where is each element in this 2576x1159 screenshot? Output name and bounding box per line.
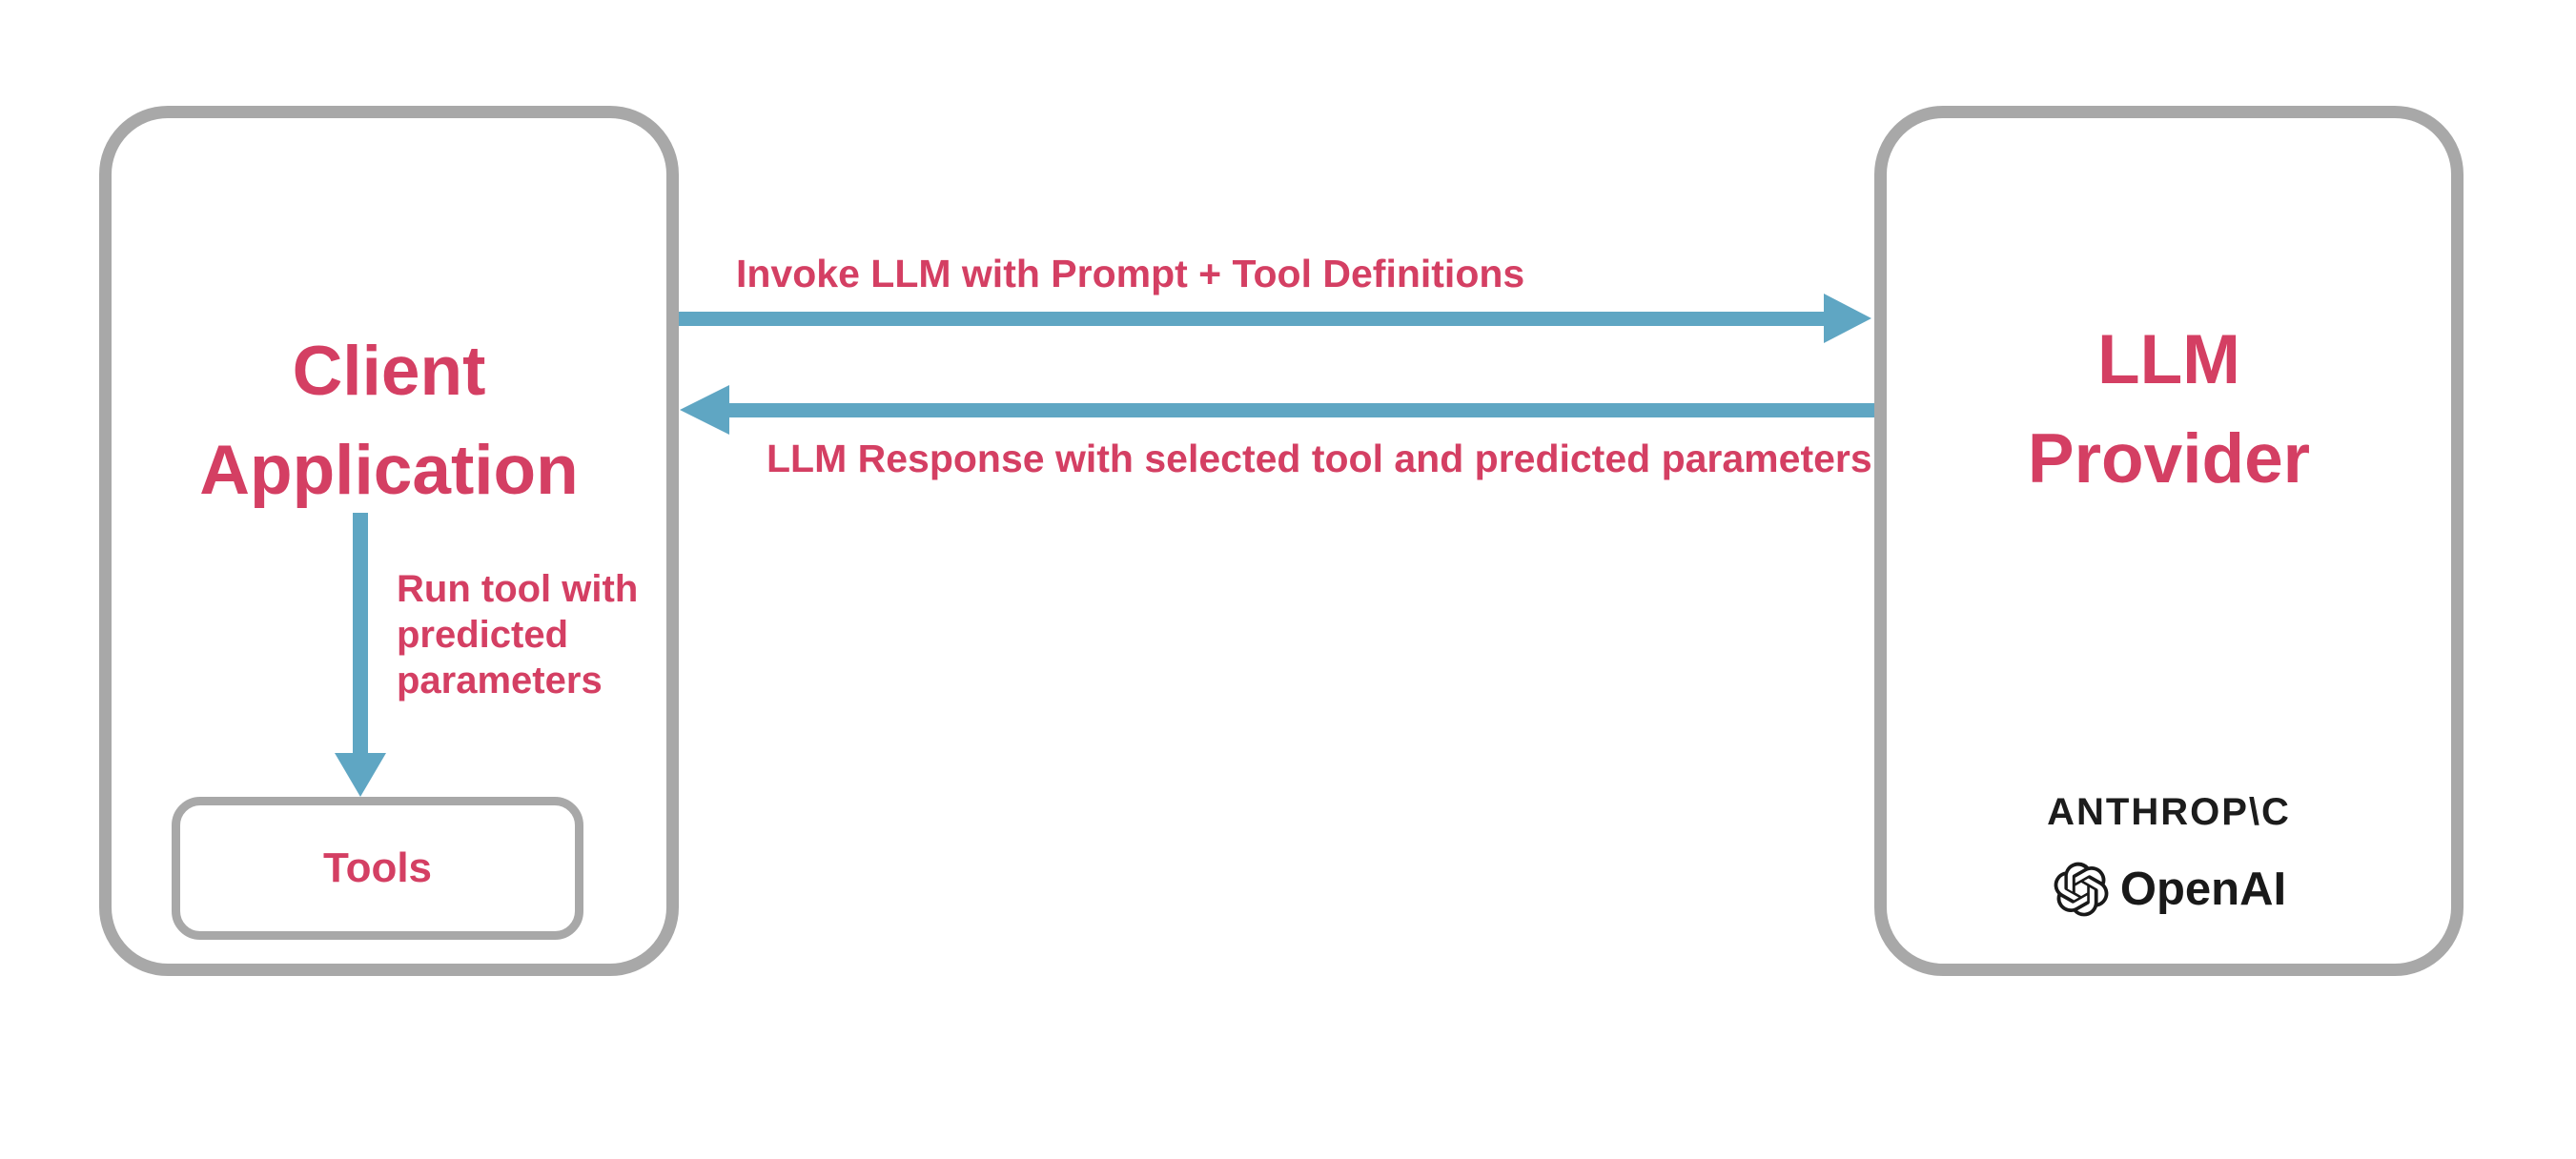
openai-logo — [1874, 856, 2464, 923]
openai-icon — [2052, 860, 2111, 919]
client-title-line2: Application — [199, 432, 579, 509]
llm-provider-box — [1874, 106, 2464, 976]
request-arrow-label: Invoke LLM with Prompt + Tool Definitions — [736, 252, 1525, 295]
request-arrow-head-icon — [1824, 294, 1871, 343]
run-tool-label-line1: Run tool with — [397, 568, 639, 610]
client-application-title — [99, 322, 679, 520]
anthropic-logo: ANTHROP\C — [2047, 791, 2291, 833]
response-arrow-head-icon — [680, 385, 729, 435]
openai-wordmark: OpenAI — [2119, 864, 2287, 915]
request-arrow-shaft — [679, 312, 1826, 326]
client-title-line1: Client — [292, 333, 486, 410]
llm-provider-title — [1874, 311, 2464, 509]
run-tool-arrow-shaft — [353, 513, 368, 753]
run-tool-arrow-head-icon — [335, 753, 386, 797]
tools-box-label: Tools — [322, 844, 433, 891]
llm-title-line1: LLM — [2097, 321, 2240, 398]
run-tool-arrow-label — [397, 566, 638, 703]
run-tool-label-line2: predicted — [397, 614, 569, 656]
response-arrow-shaft — [729, 403, 1874, 417]
run-tool-label-line3: parameters — [397, 660, 603, 702]
llm-title-line2: Provider — [2027, 420, 2311, 498]
response-arrow-label: LLM Response with selected tool and predicted parameters — [767, 437, 1872, 480]
